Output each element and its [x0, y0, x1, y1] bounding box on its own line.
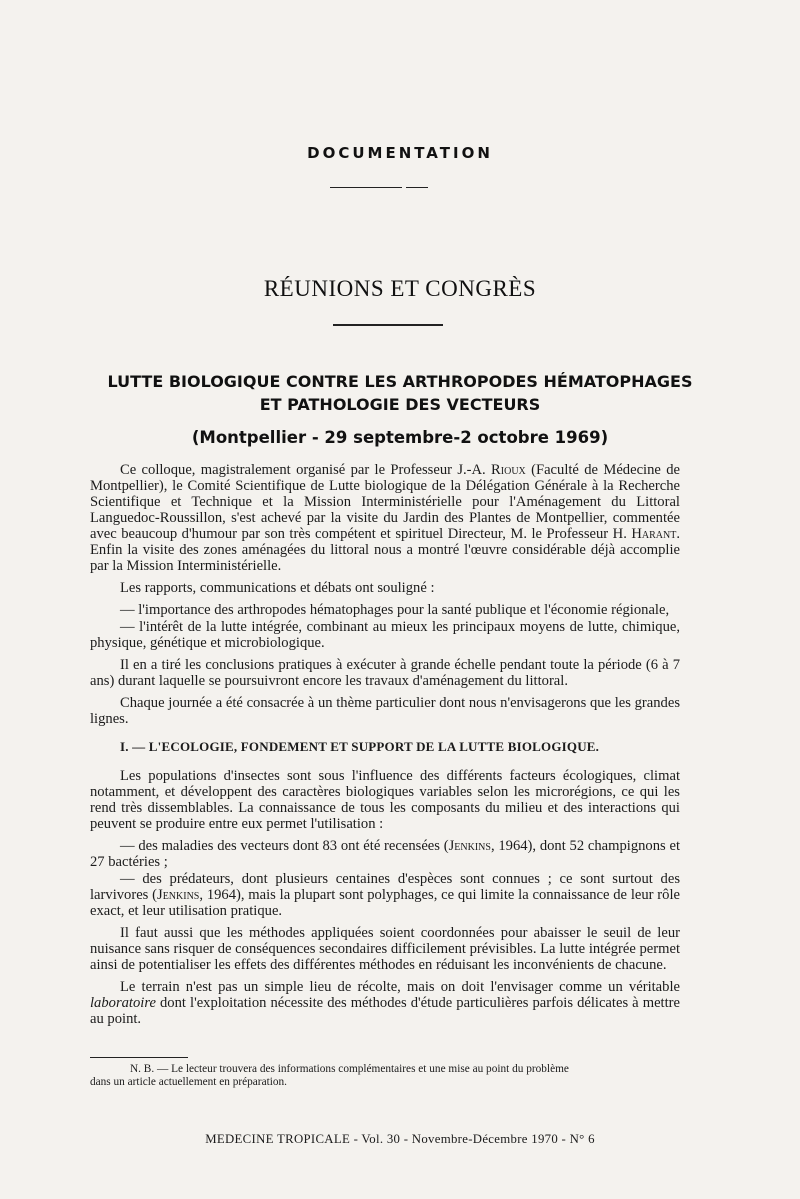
paragraph-reports: Les rapports, communications et débats ont souligné :: [120, 580, 435, 596]
footnote-rule: [90, 1057, 188, 1058]
text-span: , 1964), dont 52 champignons et 27 bactéries ;: [90, 838, 681, 870]
section-title-rule: [333, 324, 443, 326]
paragraph-conclusions: Il en a tiré les conclusions pratiques à exécuter à grande échelle pendant toute la période (6 à 7 ans) durant laquelle se poursuivront encore les travaux d'aménagement du littoral.: [90, 657, 680, 689]
documentation-header: DOCUMENTATION: [307, 144, 493, 162]
header-rule-left: [330, 187, 402, 188]
author-jenkins: Jenkins: [448, 838, 491, 854]
article-body: [90, 462, 680, 1033]
text-span: Ce colloque, magistralement organisé par le Professeur J.-A.: [120, 462, 492, 478]
footnote: [90, 1063, 680, 1089]
author-jenkins: Jenkins: [157, 887, 200, 903]
text-span: . Enfin la visite des zones aménagées du littoral nous a montré l'œuvre considérable déjà accomplie par la Mission Interministérielle.: [90, 526, 680, 574]
paragraph-methodes: Il faut aussi que les méthodes appliquées soient coordonnées pour abaisser le seuil de leur nuisance sans risquer de conséquences secondaires difficilement prévisibles. La lutte intégrée permet ainsi de potentialiser les effets des différentes méthodes en réduisant les inconvénients de chacune.: [90, 925, 680, 973]
section-title: RÉUNIONS ET CONGRÈS: [263, 276, 537, 301]
header-rule-right: [406, 187, 428, 188]
text-span: (Faculté de Médecine de Montpellier), le Comité Scientifique de Lutte biologique de la Délégation Générale à la Recherche Scientifique et Technique et la Mission Interministérielle pour l'Aménagement du Littoral Languedoc-Roussillon, s'est achevé par la visite du Jardin des Plantes de Montpellier, commentée avec beaucoup d'humour par son très compétent et spirituel Directeur, M. le Professeur H.: [90, 462, 680, 542]
journal-footer: MEDECINE TROPICALE - Vol. 30 - Novembre-Décembre 1970 - N° 6: [205, 1132, 595, 1146]
list-item-maladies: [90, 838, 680, 870]
list-item-interet: — l'intérêt de la lutte intégrée, combinant au mieux les principaux moyens de lutte, chimique, physique, génétique et microbiologique.: [90, 619, 680, 651]
footnote-line2: dans un article actuellement en préparation.: [90, 1076, 287, 1088]
conference-title-line1: LUTTE BIOLOGIQUE CONTRE LES ARTHROPODES HÉMATOPHAGES: [107, 372, 693, 391]
paragraph-populations: Les populations d'insectes sont sous l'influence des différents facteurs écologiques, climat notamment, et développent des caractères biologiques variables selon les microrégions, ce qui les rend très dissemblables. La connaissance de tous les composants du milieu et des interactions qui peuvent se produire entre eux permet l'utilisation :: [90, 768, 680, 832]
paragraph-intro: [90, 462, 680, 574]
text-span: — des maladies des vecteurs dont 83 ont été recensées (: [120, 838, 449, 854]
list-item-predateurs: [90, 871, 680, 919]
footnote-line1: N. B. — Le lecteur trouvera des informations complémentaires et une mise au point du problème: [130, 1063, 569, 1075]
list-item-importance: — l'importance des arthropodes hématophages pour la santé publique et l'économie régionale,: [120, 602, 670, 618]
author-harant: Harant: [631, 526, 677, 542]
conference-title: [0, 370, 800, 416]
text-span: Le terrain n'est pas un simple lieu de récolte, mais on doit l'envisager comme un véritable: [120, 979, 680, 995]
paragraph-journee: Chaque journée a été consacrée à un thème particulier dont nous n'envisagerons que les grandes lignes.: [90, 695, 680, 727]
paragraph-terrain: [90, 979, 680, 1027]
author-rioux: Rioux: [491, 462, 526, 478]
italic-laboratoire: laboratoire: [90, 995, 156, 1011]
conference-title-line2: ET PATHOLOGIE DES VECTEURS: [259, 395, 541, 414]
heading-ecologie: I. — L'ECOLOGIE, FONDEMENT ET SUPPORT DE LA LUTTE BIOLOGIQUE.: [120, 739, 600, 754]
text-span: — des prédateurs, dont plusieurs centaines d'espèces sont connues ; ce sont surtout des larvivores (: [90, 871, 680, 903]
text-span: , 1964), mais la plupart sont polyphages, ce qui limite la connaissance de leur rôle exact, et leur utilisation pratique.: [90, 887, 680, 919]
conference-subtitle: (Montpellier - 29 septembre-2 octobre 1969): [191, 428, 609, 447]
text-span: dont l'exploitation nécessite des méthodes d'étude particulières parfois délicates à mettre au point.: [90, 995, 680, 1027]
